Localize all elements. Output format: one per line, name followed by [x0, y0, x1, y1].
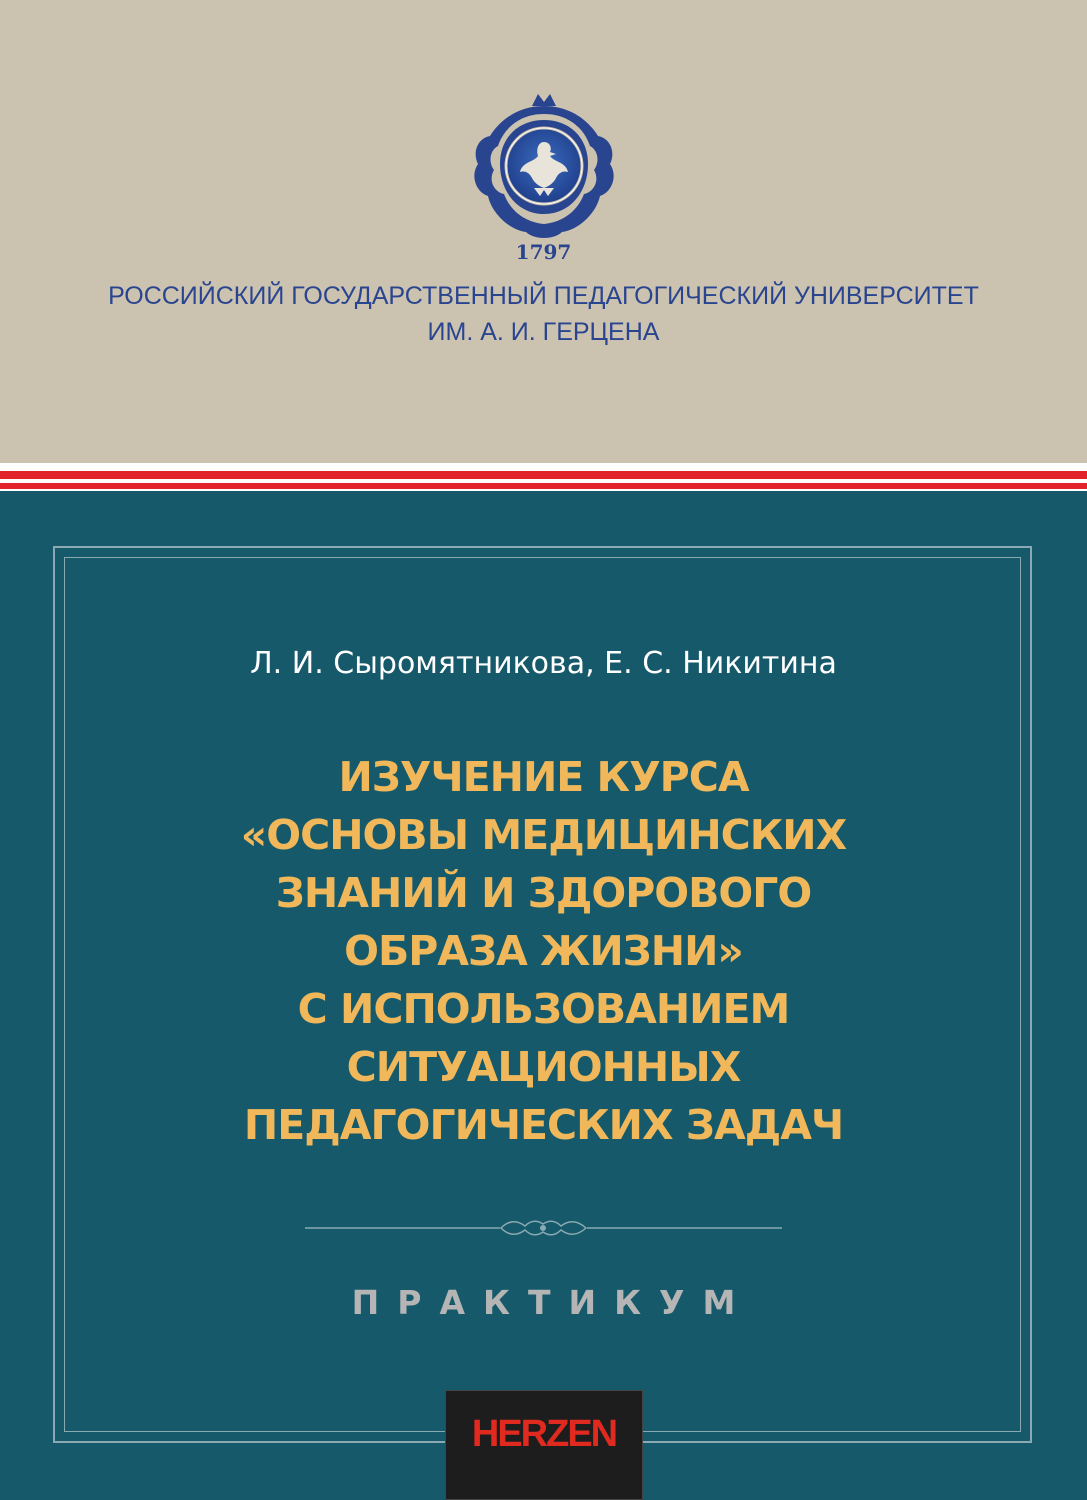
pelican-emblem-icon	[470, 92, 618, 242]
publisher-logo	[445, 1390, 643, 1500]
publisher-logo-text: HERZEN	[471, 1413, 617, 1455]
book-title-line: ОБРАЗА ЖИЗНИ»	[344, 927, 743, 975]
book-authors: Л. И. Сыромятникова, Е. С. Никитина	[250, 646, 837, 681]
stripe-red-top	[0, 471, 1087, 479]
stripe-white-top	[0, 463, 1087, 471]
book-title-line: СИТУАЦИОННЫХ	[346, 1043, 741, 1091]
book-title-line: ИЗУЧЕНИЕ КУРСА	[338, 753, 749, 801]
university-name-line1: РОССИЙСКИЙ ГОСУДАРСТВЕННЫЙ ПЕДАГОГИЧЕСКИЙ УНИВЕРСИТЕТ	[108, 282, 979, 310]
university-name-line2: ИМ. А. И. ГЕРЦЕНА	[427, 318, 660, 346]
ornament-divider-icon	[305, 1216, 782, 1240]
stripe-white-bottom	[0, 489, 1087, 491]
book-title	[140, 748, 947, 1154]
book-title-line: ЗНАНИЙ И ЗДОРОВОГО	[275, 869, 812, 917]
book-type: ПРАКТИКУМ	[351, 1283, 754, 1322]
book-title-line: С ИСПОЛЬЗОВАНИЕМ	[297, 985, 790, 1033]
founding-year: 1797	[515, 240, 572, 264]
book-title-line: «ОСНОВЫ МЕДИЦИНСКИХ	[240, 811, 847, 859]
university-name	[0, 278, 1087, 350]
book-title-line: ПЕДАГОГИЧЕСКИХ ЗАДАЧ	[243, 1101, 844, 1149]
